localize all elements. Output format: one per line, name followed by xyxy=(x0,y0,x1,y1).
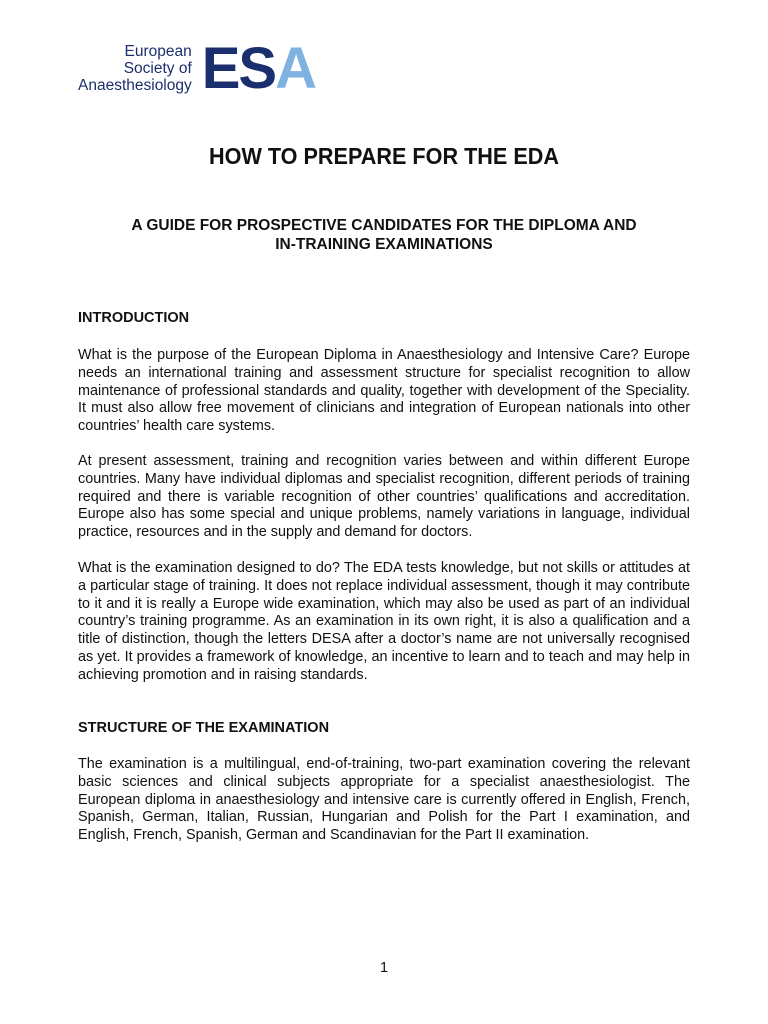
esa-logo xyxy=(78,36,316,101)
logo-line-1: European xyxy=(124,43,192,60)
logo-line-3: Anaesthesiology xyxy=(78,77,192,94)
introduction-paragraph-2: At present assessment, training and recognition varies between and within different Europe countries. Many have individual diplomas and specialist recognition, different periods of training required and there is variable recognition of other countries’ qualifications and accreditation. Europe also has some special and unique problems, namely variations in language, individual practice, resources and in the supply and demand for doctors. xyxy=(78,453,690,541)
introduction-heading: INTRODUCTION xyxy=(78,310,190,326)
logo-wordmark xyxy=(78,43,192,94)
introduction-paragraph-1: What is the purpose of the European Diploma in Anaesthesiology and Intensive Care? Europe needs an international training and assessment structure for specialist recognition to allow maintenance of professional standards and quality, together with development of the Speciality. It must also allow free movement of clinicians and integration of European nationals into other countries’ health care systems. xyxy=(78,347,690,435)
page-number: 1 xyxy=(379,960,389,976)
structure-heading: STRUCTURE OF THE EXAMINATION xyxy=(78,720,330,736)
logo-monogram xyxy=(201,36,316,101)
introduction-paragraph-3: What is the examination designed to do? The EDA tests knowledge, but not skills or attitudes at a particular stage of training. It does not replace individual assessment, though it may contribute to it and it is really a Europe wide examination, which may also be used as part of an individual country’s training programme. As an examination in its own right, it is also a qualification and a title of distinction, though the letters DESA after a doctor’s name are not universally recognised as yet. It provides a framework of knowledge, an incentive to learn and to teach and may help in achieving promotion and in raising standards. xyxy=(78,560,690,683)
subtitle-line-2: IN-TRAINING EXAMINATIONS xyxy=(275,236,493,253)
subtitle-line-1: A GUIDE FOR PROSPECTIVE CANDIDATES FOR THE DIPLOMA AND xyxy=(131,217,637,234)
logo-mark-es: ES xyxy=(201,36,276,101)
structure-paragraph-1: The examination is a multilingual, end-of-training, two-part examination covering the relevant basic sciences and clinical subjects appropriate for a specialist anaesthesiologist. The European diploma in anaesthesiology and intensive care is currently offered in English, French, Spanish, German, Italian, Russian, Hungarian and Polish for the Part I examination, and English, French, Spanish, German and Scandinavian for the Part II examination. xyxy=(78,756,690,844)
document-subtitle xyxy=(80,216,688,254)
document-title: HOW TO PREPARE FOR THE EDA xyxy=(209,143,559,169)
logo-line-2: Society of xyxy=(123,60,192,77)
logo-mark-a: A xyxy=(275,36,316,101)
